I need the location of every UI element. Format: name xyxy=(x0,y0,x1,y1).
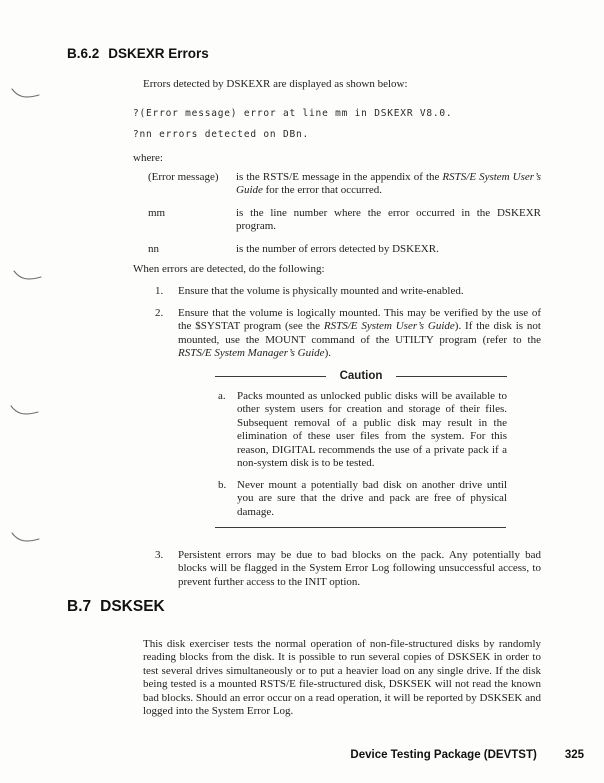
caution-header xyxy=(215,370,507,383)
caution-rule-left xyxy=(215,376,326,377)
caution-item-text: Packs mounted as unlocked public disks will be available to other system users for creation and storage of their files. Subsequent removal of a public disk may result in the elimination of these user files from the system. For this reason, DIGITAL recommends the use of a private pack if a non-system disk is to be tested. xyxy=(237,390,507,470)
book-title-italic: RSTS/E System User’s Guide xyxy=(323,320,455,333)
b7-body-paragraph: This disk exerciser tests the normal operation of non-file-structured disks by randomly reading blocks from the disk. It is possible to run several copies of DSKSEK in order to test several drives simultaneously or to put a heavier load on any single drive. If the disk being tested is a mounted RSTS/E file-structured disk, DSKSEK will not read the known bad blocks. Should an error occur on a read operation, it will be reported by DSKSEK and logged into the System Error Log. xyxy=(143,638,541,718)
caution-title: Caution xyxy=(339,370,383,382)
binding-scan-mark xyxy=(11,86,41,102)
step-text-part: ). If the disk is not mounted, use the MOUNT command of the UTILTY program (refer to the xyxy=(178,320,541,346)
error-message-example-line: ?(Error message) error at line mm in DSKEXR V8.0. xyxy=(133,108,453,119)
definition-term: nn xyxy=(148,242,159,255)
caution-item-b xyxy=(215,479,507,519)
definition-description: is the number of errors detected by DSKEXR. xyxy=(236,242,439,255)
step-number: 3. xyxy=(155,549,164,561)
page-number: 325 xyxy=(564,749,584,761)
step-text xyxy=(178,307,541,361)
step-text-part: Ensure that the volume is logically mounted. This may be verified by the use of the $SYSTAT program (see the xyxy=(178,307,541,333)
definition-term: (Error message) xyxy=(148,171,219,183)
step-number: 2. xyxy=(155,307,164,319)
caution-item-a xyxy=(215,390,507,470)
book-title-italic: RSTS/E System Manager’s Guide xyxy=(178,347,325,360)
step-text: Persistent errors may be due to bad blocks on the pack. Any potentially bad blocks will be flagged in the System Error Log following unsuccessful access, to prevent further access to the INIT option. xyxy=(178,549,541,588)
step-3 xyxy=(143,549,541,589)
section-number: B.6.2 xyxy=(67,46,100,61)
definition-description: is the line number where the error occurred in the DSKEXR program. xyxy=(236,206,541,233)
section-number: B.7 xyxy=(67,598,92,615)
definition-row xyxy=(148,207,541,234)
caution-rule-bottom xyxy=(215,527,506,528)
caution-item-text: Never mount a potentially bad disk on another drive until you are sure that the drive and pack are free of physical damage. xyxy=(237,479,507,518)
page-footer xyxy=(350,749,584,762)
intro-paragraph: Errors detected by DSKEXR are displayed as shown below: xyxy=(143,78,408,90)
definition-row xyxy=(148,243,541,256)
book-title-italic: RSTS/E System User’s Guide xyxy=(236,171,541,197)
description-text: is the RSTS/E message in the appendix of the xyxy=(236,171,443,183)
binding-scan-mark xyxy=(13,268,43,284)
section-title: DSKEXR Errors xyxy=(108,46,209,61)
caution-rule-right xyxy=(396,376,507,377)
step-1 xyxy=(143,285,541,298)
when-errors-label: When errors are detected, do the following: xyxy=(133,263,325,275)
section-heading-b7 xyxy=(67,600,165,613)
section-heading-b62 xyxy=(67,47,209,60)
step-text-part: ). xyxy=(324,347,331,360)
description-text: for the error that occurred. xyxy=(262,184,382,197)
definition-row xyxy=(148,171,541,198)
step-2 xyxy=(143,307,541,361)
section-title: DSKSEK xyxy=(100,598,165,615)
binding-scan-mark xyxy=(10,403,40,419)
definition-description xyxy=(236,171,541,198)
step-number: 1. xyxy=(155,285,164,297)
error-count-example-line: ?nn errors detected on DBn. xyxy=(133,129,310,140)
footer-title: Device Testing Package (DEVTST) xyxy=(350,749,537,761)
caution-item-label: a. xyxy=(218,390,226,402)
binding-scan-mark xyxy=(11,530,41,546)
definition-term: mm xyxy=(148,206,166,219)
definition-list xyxy=(148,171,541,265)
step-text: Ensure that the volume is physically mounted and write-enabled. xyxy=(178,285,464,297)
caution-item-label: b. xyxy=(218,479,227,491)
where-label: where: xyxy=(133,152,163,164)
